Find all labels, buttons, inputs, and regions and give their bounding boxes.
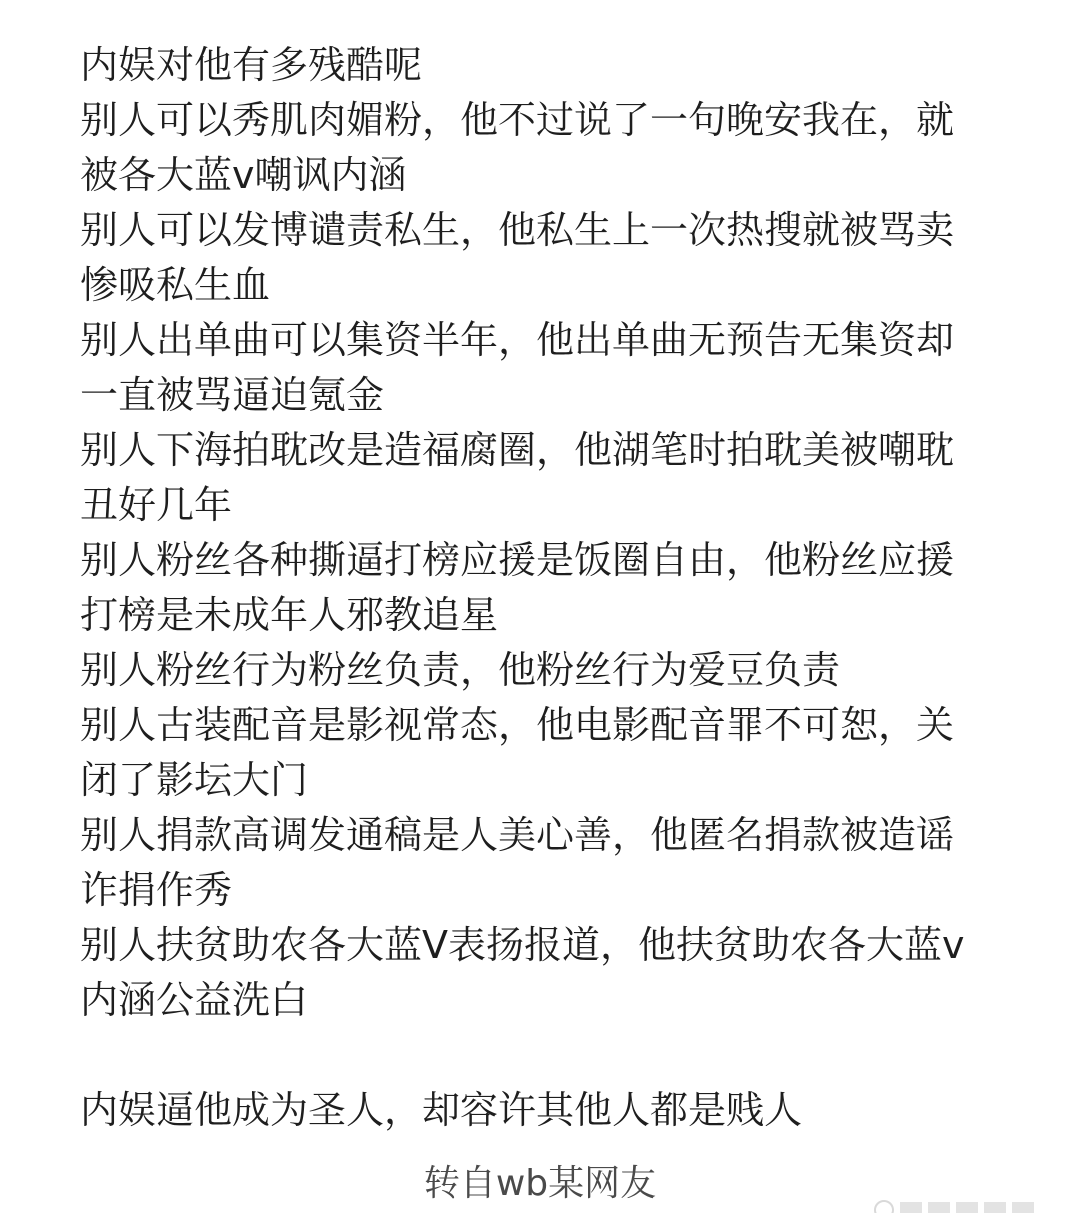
watermark [870, 1196, 1070, 1213]
post-line: 别人下海拍耽改是造福腐圈，他湖笔时拍耽美被嘲耽 [80, 428, 955, 472]
post-conclusion: 内娱逼他成为圣人，却容许其他人都是贱人 [80, 1088, 803, 1132]
source-caption: 转自wb某网友 [423, 1163, 657, 1204]
post-line: 惨吸私生血 [80, 263, 271, 307]
watermark-glyphs [870, 1196, 1070, 1213]
post-line: 打榜是未成年人邪教追星 [80, 593, 499, 637]
post-line: 内涵公益洗白 [80, 978, 309, 1022]
post-line: 闭了影坛大门 [80, 758, 309, 802]
post-line: 别人扶贫助农各大蓝Ⅴ表扬报道，他扶贫助农各大蓝v [80, 923, 965, 967]
post-line: 别人粉丝各种撕逼打榜应援是饭圈自由，他粉丝应援 [80, 538, 955, 582]
post-line: 别人粉丝行为粉丝负责，他粉丝行为爱豆负责 [80, 648, 841, 692]
paragraph-spacer [80, 1028, 1020, 1083]
post-line: 诈捐作秀 [80, 868, 233, 912]
post-line: 内娱对他有多残酷呢 [80, 43, 423, 87]
post-line: 一直被骂逼迫氪金 [80, 373, 385, 417]
post-line: 别人可以发博谴责私生，他私生上一次热搜就被骂卖 [80, 208, 955, 252]
post-line: 别人可以秀肌肉媚粉，他不过说了一句晚安我在，就 [80, 98, 955, 142]
post-line: 丑好几年 [80, 483, 233, 527]
post-line: 被各大蓝v嘲讽内涵 [80, 153, 407, 197]
post-text [80, 38, 1020, 1138]
post-line: 别人古装配音是影视常态，他电影配音罪不可恕，关 [80, 703, 955, 747]
post-line: 别人出单曲可以集资半年，他出单曲无预告无集资却 [80, 318, 955, 362]
post-line: 别人捐款高调发通稿是人美心善，他匿名捐款被造谣 [80, 813, 955, 857]
